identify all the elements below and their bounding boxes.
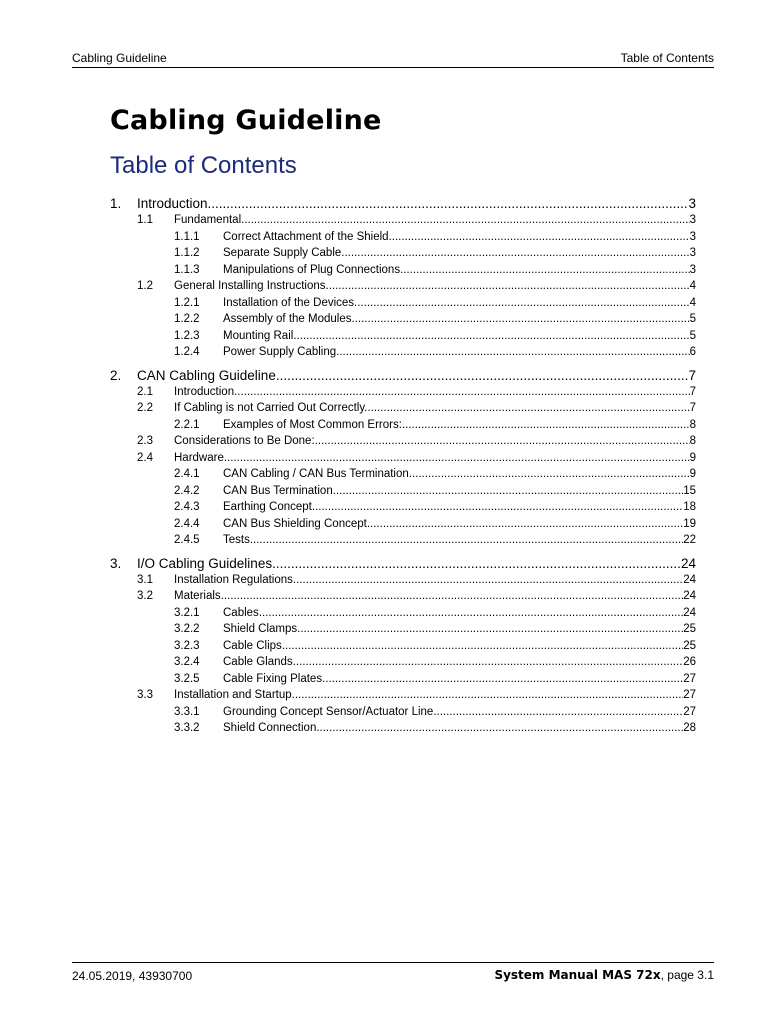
- toc-leader-dots: [402, 419, 690, 431]
- toc-entry-number: 2.4.1: [174, 468, 200, 480]
- toc-entry-title: CAN Bus Termination: [223, 484, 333, 497]
- toc-entry-title: Shield Clamps: [223, 623, 298, 635]
- toc-entry-title: CAN Bus Shielding Concept: [223, 517, 367, 530]
- toc-leader-dots: [276, 368, 689, 383]
- toc-entry-number: 1.1.1: [174, 230, 200, 243]
- page-footer: [72, 962, 714, 983]
- toc-entry-number: 2.4.4: [174, 517, 200, 530]
- toc-leader-dots: [250, 534, 683, 546]
- toc-entry-number: 3.2: [137, 590, 153, 602]
- toc-entry-page: 22: [683, 534, 696, 546]
- toc-leader-dots: [326, 280, 690, 292]
- toc-entry-title: Examples of Most Common Errors:: [223, 418, 402, 431]
- toc-entry-page: 9: [689, 451, 696, 464]
- footer-page: , page 3.1: [660, 968, 714, 982]
- toc-entry-page: 3: [688, 196, 696, 211]
- toc-entry-page: 3: [689, 214, 696, 226]
- toc-entry-number: 2.: [110, 367, 122, 383]
- toc-entry-number: 2.1: [137, 385, 153, 398]
- toc-leader-dots: [374, 402, 690, 414]
- toc-entry-title: Materials: [174, 590, 221, 602]
- toc-entry-number: 2.4.3: [174, 501, 200, 513]
- toc-entry-number: 1.1.3: [174, 263, 200, 276]
- toc-entry-page: 27: [683, 672, 696, 685]
- toc-entry-number: 3.3.1: [174, 705, 200, 718]
- toc-entry-number: 1.1: [137, 214, 153, 226]
- toc-entry-number: 1.2.1: [174, 296, 200, 309]
- toc-entry[interactable]: [110, 640, 696, 657]
- toc-entry-number: 3.3: [137, 689, 153, 701]
- toc-entry-page: 25: [683, 623, 696, 635]
- toc-entry-page: 26: [683, 656, 696, 668]
- toc-entry[interactable]: [110, 247, 696, 264]
- toc-leader-dots: [241, 214, 689, 226]
- toc-entry[interactable]: [110, 231, 696, 248]
- toc-leader-dots: [208, 196, 689, 211]
- toc-entry-number: 2.2.1: [174, 418, 200, 431]
- toc-entry[interactable]: [110, 313, 696, 330]
- toc-entry-title: Power Supply Cabling: [223, 346, 337, 358]
- toc-entry-page: 6: [689, 346, 696, 358]
- toc-entry[interactable]: [110, 368, 696, 386]
- header-right: Table of Contents: [620, 51, 714, 65]
- toc-leader-dots: [367, 518, 683, 530]
- toc-leader-dots: [297, 623, 683, 635]
- toc-entry[interactable]: [110, 485, 696, 502]
- page-header: [72, 50, 714, 68]
- toc-entry-number: 3.: [110, 555, 122, 571]
- toc-heading: Table of Contents: [110, 152, 297, 179]
- toc-entry[interactable]: [110, 330, 696, 347]
- toc-entry-number: 2.2: [137, 402, 153, 414]
- toc-entry-title: Shield Connection: [223, 722, 317, 734]
- toc-entry-page: 7: [689, 385, 696, 398]
- toc-entry-page: 8: [689, 435, 696, 447]
- toc-entry-number: 1.2.4: [174, 346, 200, 358]
- toc-entry-number: 1.2: [137, 280, 153, 292]
- toc-leader-dots: [293, 656, 684, 668]
- toc-entry-page: 4: [689, 296, 696, 309]
- toc-entry[interactable]: [110, 534, 696, 551]
- toc-entry-page: 5: [689, 313, 696, 325]
- toc-entry-title: Introduction: [137, 196, 208, 211]
- toc-entry-number: 3.2.2: [174, 623, 200, 635]
- toc-entry-title: I/O Cabling Guidelines: [137, 555, 273, 571]
- toc-leader-dots: [341, 247, 689, 259]
- footer-brand: System Manual MAS 72x: [494, 968, 661, 982]
- toc-entry-page: 4: [689, 280, 696, 292]
- toc-entry-title: Installation and Startup: [174, 689, 292, 701]
- toc-entry-title: Cable Glands: [223, 656, 293, 668]
- footer-date: 24.05.2019, 43930700: [72, 969, 193, 983]
- toc-leader-dots: [224, 452, 690, 464]
- document-title: Cabling Guideline: [110, 105, 382, 136]
- header-left: Cabling Guideline: [72, 51, 167, 65]
- toc-entry-title: Considerations to Be Done:: [174, 435, 315, 447]
- toc-entry-number: 3.2.1: [174, 606, 200, 619]
- toc-leader-dots: [433, 706, 683, 718]
- toc-entry[interactable]: [110, 574, 696, 591]
- toc-entry-title: General Installing Instructions: [174, 280, 326, 292]
- toc-leader-dots: [272, 556, 681, 571]
- toc-entry-page: 18: [683, 501, 696, 513]
- toc-entry-page: 28: [683, 722, 696, 734]
- toc-entry[interactable]: [110, 402, 696, 419]
- toc-entry-page: 9: [689, 468, 696, 480]
- toc-entry-number: 3.1: [137, 573, 153, 586]
- toc-entry-title: CAN Cabling Guideline: [137, 367, 276, 383]
- toc-entry[interactable]: [110, 419, 696, 436]
- toc-entry-number: 2.4.5: [174, 534, 200, 546]
- toc-entry-page: 3: [689, 263, 696, 276]
- toc-entry-page: 5: [689, 329, 696, 342]
- toc-entry-title: Cable Fixing Plates: [223, 672, 323, 685]
- toc-entry[interactable]: [110, 280, 696, 297]
- toc-entry-title: Tests: [223, 534, 250, 546]
- toc-entry[interactable]: [110, 656, 696, 673]
- toc-entry[interactable]: [110, 706, 696, 723]
- toc-entry[interactable]: [110, 673, 696, 690]
- toc-entry-number: 3.2.3: [174, 639, 200, 652]
- toc-leader-dots: [221, 590, 684, 602]
- toc-entry-title: Fundamental: [174, 214, 242, 226]
- toc-entry-title: If Cabling is not Carried Out Correctly...: [174, 402, 374, 414]
- toc-leader-dots: [351, 313, 689, 325]
- toc-leader-dots: [234, 386, 689, 398]
- toc-entry[interactable]: [110, 468, 696, 485]
- toc-entry-title: Installation Regulations: [174, 573, 293, 586]
- toc-entry-number: 1.2.3: [174, 329, 200, 342]
- toc-entry[interactable]: [110, 556, 696, 574]
- toc-entry[interactable]: [110, 518, 696, 535]
- toc-entry-title: Cable Clips: [223, 639, 282, 652]
- toc-entry-title: Assembly of the Modules: [223, 313, 352, 325]
- toc-entry[interactable]: [110, 264, 696, 281]
- toc-entry-title: Introduction: [174, 385, 235, 398]
- toc-entry[interactable]: [110, 214, 696, 231]
- toc-leader-dots: [293, 330, 689, 342]
- toc-entry-title: Mounting Rail: [223, 329, 294, 342]
- toc-entry[interactable]: [110, 297, 696, 314]
- toc-entry-page: 27: [683, 705, 696, 718]
- toc-leader-dots: [259, 607, 683, 619]
- toc-entry[interactable]: [110, 501, 696, 518]
- toc-entry-number: 3.2.5: [174, 672, 200, 685]
- toc-entry-title: Installation of the Devices: [223, 296, 355, 309]
- toc-leader-dots: [312, 501, 683, 513]
- toc-entry-number: 2.4.2: [174, 484, 200, 497]
- toc-entry-title: Grounding Concept Sensor/Actuator Line: [223, 705, 434, 718]
- toc-entry-page: 3: [689, 247, 696, 259]
- table-of-contents: [110, 196, 696, 739]
- toc-entry[interactable]: [110, 386, 696, 403]
- toc-leader-dots: [400, 264, 690, 276]
- toc-entry-page: 24: [680, 555, 696, 571]
- toc-entry[interactable]: [110, 689, 696, 706]
- toc-leader-dots: [336, 346, 689, 358]
- toc-leader-dots: [389, 231, 690, 243]
- toc-entry-page: 24: [683, 573, 696, 586]
- toc-entry-page: 15: [683, 484, 696, 497]
- toc-entry-page: 25: [683, 639, 696, 652]
- toc-entry[interactable]: [110, 590, 696, 607]
- toc-leader-dots: [333, 485, 683, 497]
- toc-entry-page: 3: [689, 230, 696, 243]
- toc-entry[interactable]: [110, 435, 696, 452]
- toc-leader-dots: [322, 673, 683, 685]
- toc-entry-number: 1.1.2: [174, 247, 200, 259]
- toc-entry-number: 2.3: [137, 435, 153, 447]
- toc-entry-title: CAN Cabling / CAN Bus Termination: [223, 468, 409, 480]
- toc-entry-title: Hardware: [174, 451, 224, 464]
- toc-entry-page: 27: [683, 689, 696, 701]
- toc-leader-dots: [409, 468, 690, 480]
- toc-entry-page: 24: [683, 606, 696, 619]
- toc-entry-title: Manipulations of Plug Connections: [223, 263, 401, 276]
- toc-entry-title: Cables: [223, 606, 259, 619]
- toc-entry-number: 1.2.2: [174, 313, 200, 325]
- toc-entry[interactable]: [110, 607, 696, 624]
- toc-entry[interactable]: [110, 196, 696, 214]
- toc-entry[interactable]: [110, 452, 696, 469]
- toc-leader-dots: [292, 689, 684, 701]
- toc-leader-dots: [315, 435, 690, 447]
- toc-entry[interactable]: [110, 722, 696, 739]
- toc-entry[interactable]: [110, 346, 696, 363]
- toc-entry-page: 7: [689, 402, 696, 414]
- toc-leader-dots: [282, 640, 683, 652]
- toc-entry-page: 19: [683, 517, 696, 530]
- toc-entry[interactable]: [110, 623, 696, 640]
- toc-entry-number: 2.4: [137, 451, 153, 464]
- toc-entry-number: 1.: [110, 196, 122, 211]
- toc-entry-number: 3.3.2: [174, 722, 200, 734]
- toc-entry-title: Separate Supply Cable: [223, 247, 342, 259]
- footer-right: [494, 968, 714, 982]
- toc-entry-page: 24: [683, 590, 696, 602]
- toc-leader-dots: [316, 722, 683, 734]
- toc-entry-page: 8: [689, 418, 696, 431]
- toc-entry-number: 3.2.4: [174, 656, 200, 668]
- toc-entry-title: Earthing Concept: [223, 501, 312, 513]
- toc-entry-page: 7: [688, 367, 696, 383]
- toc-leader-dots: [293, 574, 683, 586]
- toc-entry-title: Correct Attachment of the Shield: [223, 230, 389, 243]
- toc-leader-dots: [354, 297, 690, 309]
